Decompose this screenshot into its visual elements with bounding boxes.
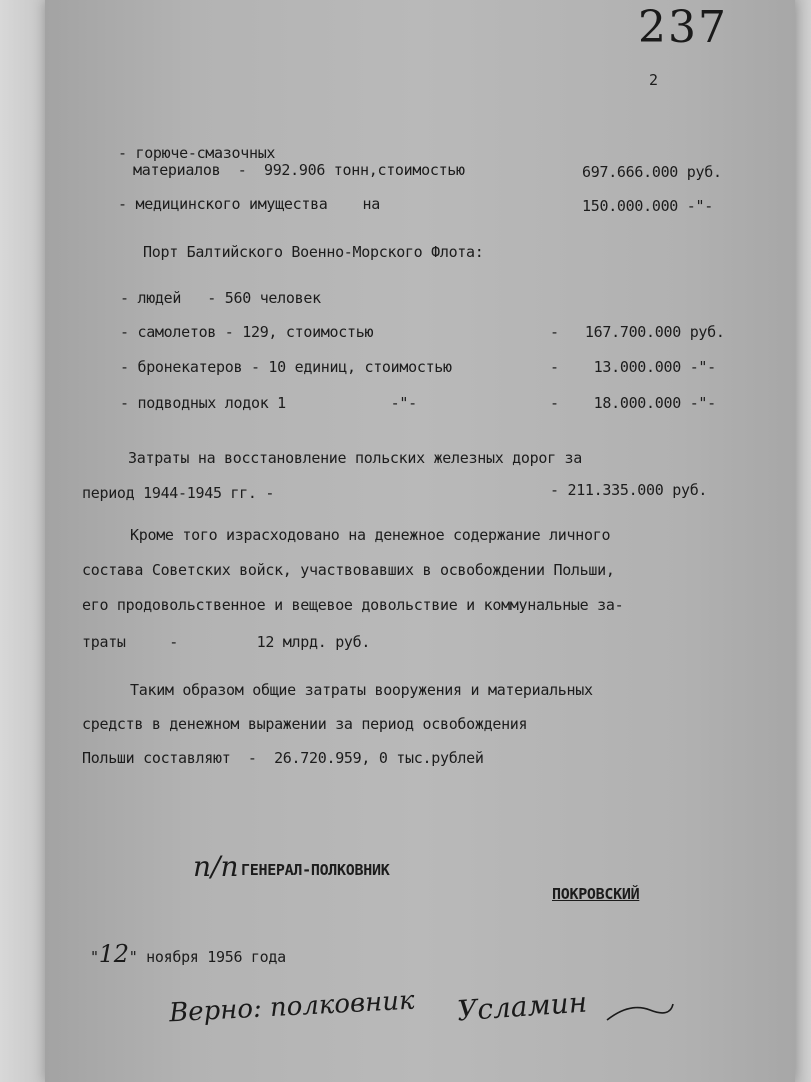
total-line-1: Таким образом общие затраты вооружения и материальных	[130, 681, 593, 699]
upkeep-line-2: состава Советских войск, участвовавших в освобождении Польши,	[82, 561, 615, 579]
fuel-line-1: - горюче-смазочных	[118, 144, 276, 162]
port-heading: Порт Балтийского Военно-Морского Флота:	[143, 243, 484, 261]
total-line-3: Польши составляют - 26.720.959, 0 тыс.рублей	[82, 749, 484, 767]
fuel-line-2: материалов - 992.906 тонн,стоимостью	[133, 161, 465, 179]
date-rest: " ноября 1956 года	[128, 948, 286, 966]
date-day: 12	[98, 940, 129, 968]
upkeep-line-1: Кроме того израсходовано на денежное содержание личного	[130, 526, 611, 544]
total-line-2: средств в денежном выражении за период освобождения	[82, 715, 528, 733]
rail-value: - 211.335.000 руб.	[550, 481, 708, 499]
port-aircraft-value: - 167.700.000 руб.	[550, 323, 725, 341]
page-number: 2	[649, 71, 658, 89]
signature-initials: п/п	[193, 850, 239, 883]
port-subs: - подводных лодок 1 -"-	[120, 394, 417, 412]
port-boats-value: - 13.000.000 -"-	[550, 358, 716, 376]
signature-title: ГЕНЕРАЛ-ПОЛКОВНИК	[241, 861, 390, 879]
date-line: "12" ноября 1956 года	[90, 940, 286, 968]
signature-name: ПОКРОВСКИЙ	[552, 885, 640, 903]
upkeep-line-4: траты - 12 млрд. руб.	[82, 633, 371, 651]
medical-line: - медицинского имущества на	[118, 195, 380, 213]
archive-number: 237	[638, 2, 728, 53]
port-aircraft: - самолетов - 129, стоимостью	[120, 323, 374, 341]
certification-signature: Усламин	[456, 985, 589, 1028]
port-subs-value: - 18.000.000 -"-	[550, 394, 716, 412]
rail-line-2: период 1944-1945 гг. -	[82, 484, 275, 502]
port-people: - людей - 560 человек	[120, 289, 321, 307]
document-page	[45, 0, 795, 1082]
fuel-value: 697.666.000 руб.	[582, 163, 722, 181]
rail-line-1: Затраты на восстановление польских железных дорог за	[128, 449, 583, 467]
certification-text: Верно: полковник	[168, 985, 416, 1029]
signature-flourish	[605, 998, 675, 1028]
port-boats: - бронекатеров - 10 единиц, стоимостью	[120, 358, 452, 376]
medical-value: 150.000.000 -"-	[582, 197, 713, 215]
upkeep-line-3: его продовольственное и вещевое довольствие и коммунальные за-	[82, 596, 624, 614]
